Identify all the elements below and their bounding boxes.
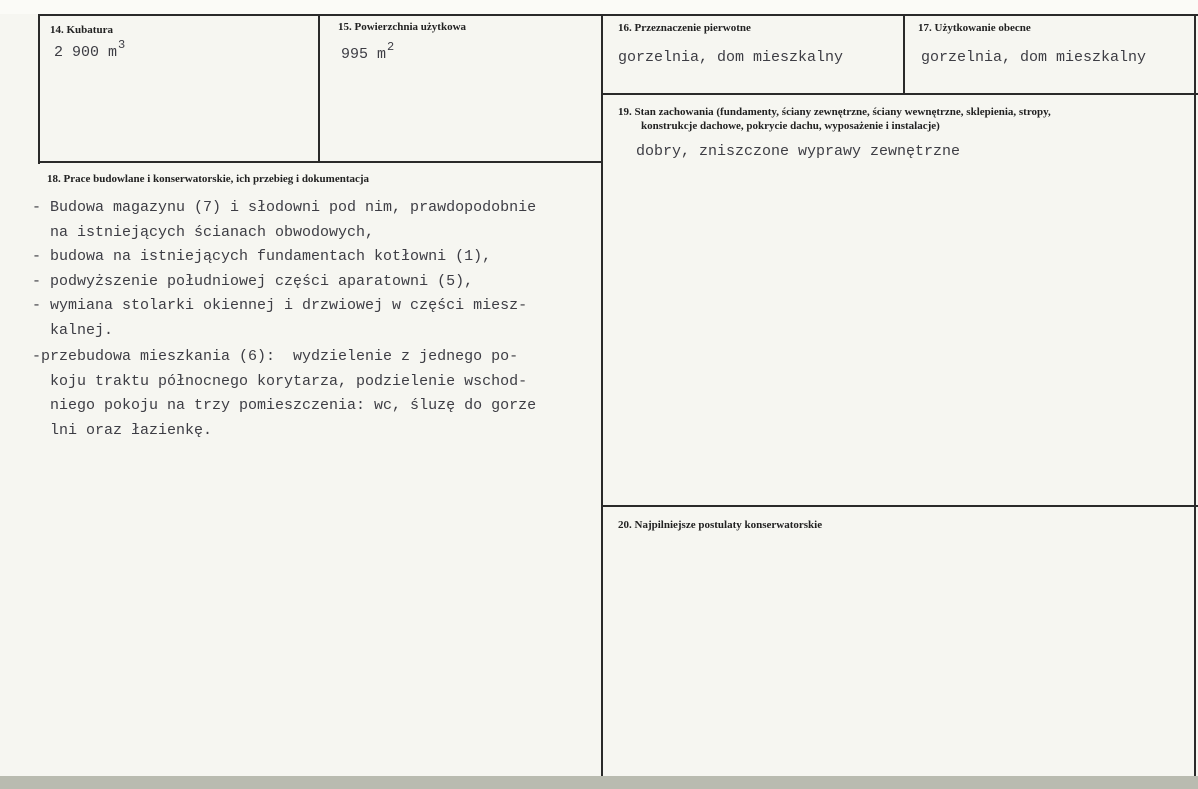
- card-bottom-edge: [0, 776, 1198, 789]
- field-18-line: na istniejących ścianach obwodowych,: [32, 223, 375, 241]
- right-rule: [1194, 14, 1196, 776]
- divider-14-15: [318, 14, 320, 162]
- field-18-line: -przebudowa mieszkania (6): wydzielenie z jednego po-: [32, 348, 519, 365]
- field-18-line: niego pokoju na trzy pomieszczenia: wc, śluzę do gorze: [32, 397, 537, 414]
- field-15-value-text: 995 m: [341, 46, 387, 63]
- field-15-value: [341, 40, 395, 68]
- rule-under-14-15: [38, 161, 603, 163]
- field-18-label: 18. Prace budowlane i konserwatorskie, ich przebieg i dokumentacja: [47, 173, 370, 185]
- top-rule: [38, 14, 1198, 16]
- field-19-value: dobry, zniszczone wyprawy zewnętrzne: [636, 143, 961, 160]
- field-18-line: - budowa na istniejących fundamentach kotłowni (1),: [32, 248, 492, 265]
- field-18-line: lni oraz łazienkę.: [32, 421, 213, 439]
- field-14-value: [54, 38, 126, 66]
- field-15-unit-exponent: 2: [387, 40, 395, 54]
- field-19-label-line-2: konstrukcje dachowe, pokrycie dachu, wyposażenie i instalacje): [641, 120, 940, 132]
- field-18-line: koju traktu północnego korytarza, podzielenie wschod-: [32, 372, 528, 390]
- card-top-edge: [0, 0, 1198, 14]
- field-14-unit-exponent: 3: [118, 38, 126, 52]
- field-16-label: 16. Przeznaczenie pierwotne: [618, 22, 751, 34]
- field-18-line: - podwyższenie południowej części aparatowni (5),: [32, 272, 474, 290]
- field-17-label: 17. Użytkowanie obecne: [918, 22, 1031, 34]
- rule-under-19: [601, 505, 1198, 507]
- field-18-line: kalnej.: [32, 321, 114, 339]
- field-17-value: gorzelnia, dom mieszkalny: [921, 49, 1147, 66]
- field-16-value: gorzelnia, dom mieszkalny: [618, 49, 844, 66]
- field-15-label: 15. Powierzchnia użytkowa: [338, 21, 467, 33]
- field-14-value-text: 2 900 m: [54, 44, 118, 61]
- left-rule: [38, 14, 40, 164]
- rule-under-16-17: [601, 93, 1198, 95]
- field-18-line: - wymiana stolarki okiennej i drzwiowej w części miesz-: [32, 297, 528, 314]
- field-14-label: 14. Kubatura: [50, 24, 113, 36]
- field-20-label: 20. Najpilniejsze postulaty konserwatorskie: [618, 519, 823, 531]
- field-18-line: - Budowa magazynu (7) i słodowni pod nim, prawdopodobnie: [32, 199, 537, 216]
- divider-15-16: [601, 14, 603, 776]
- field-19-label-line-1: 19. Stan zachowania (fundamenty, ściany zewnętrzne, ściany wewnętrzne, sklepienia, stropy,: [618, 106, 1051, 118]
- divider-16-17: [903, 14, 905, 94]
